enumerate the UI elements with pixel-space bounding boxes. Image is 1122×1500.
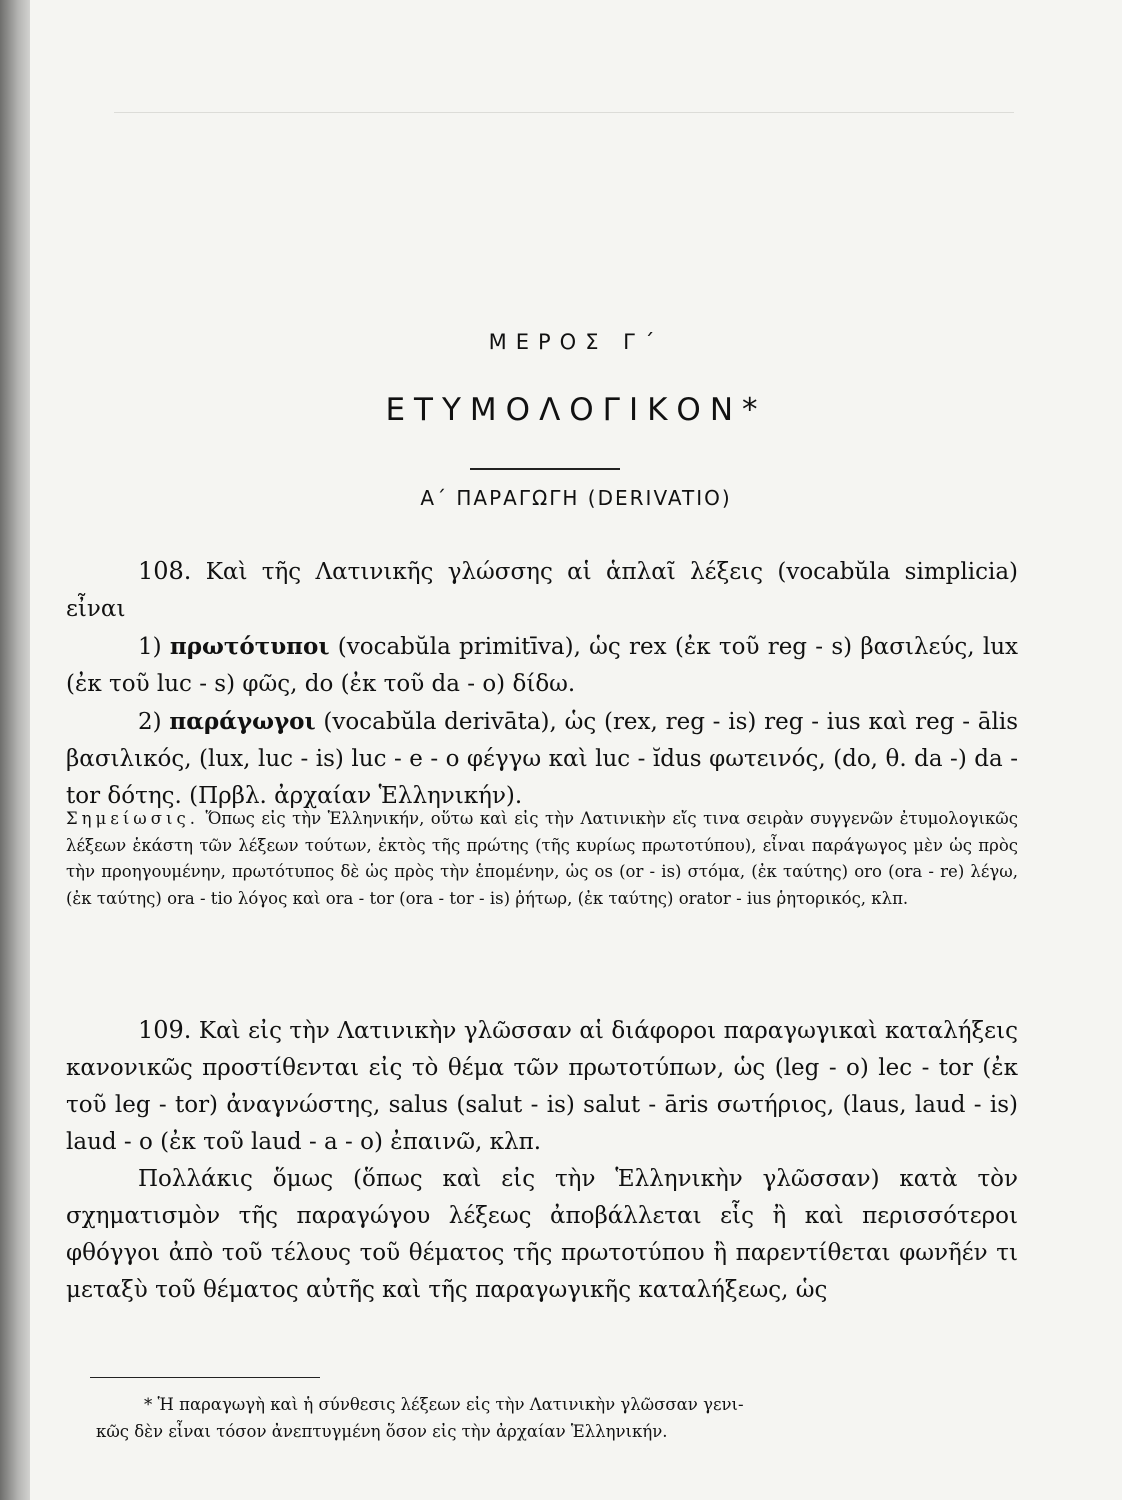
paragraph-109 xyxy=(66,1012,1018,1309)
title-rule xyxy=(470,468,620,470)
list-item-label: 2) xyxy=(138,709,162,735)
paragraph-text: Πολλάκις ὅμως (ὅπως καὶ εἰς τὴν Ἑλληνικὴν γλῶσσαν) κατὰ τὸν σχηματισμὸν τῆς παραγώγου λέξεως ἀποβάλλεται εἷς ἢ καὶ περισσότεροι φθόγγοι ἀπὸ τοῦ τέλους τοῦ θέματος τῆς πρωτοτύπου ἢ παρεντίθεται φωνῆέν τι μεταξὺ τοῦ θέματος αὐτῆς καὶ τῆς παραγωγικῆς καταλήξεως, ὡς xyxy=(66,1166,1018,1303)
paragraph-number: 108. xyxy=(138,557,192,585)
chapter-title: ΕΤΥΜΟΛΟΓΙΚΟΝ* xyxy=(385,392,767,428)
footnote-line: * Ἡ παραγωγὴ καὶ ἡ σύνθεσις λέξεων εἰς τὴν Λατινικὴν γλῶσσαν γενι- xyxy=(144,1395,744,1414)
note-text: Ὅπως εἰς τὴν Ἑλληνικήν, οὕτω καὶ εἰς τὴν Λατινικὴν εἴς τινα σειρὰν συγγενῶν ἐτυμολογικῶς λέξεων ἑκάστη τῶν λέξεων τούτων, ἐκτὸς τῆς πρώτης (τῆς κυρίως πρωτοτύπου), εἶναι παράγωγος μὲν ὡς πρὸς τὴν προηγουμένην, πρωτότυπος δὲ ὡς πρὸς τὴν ἑπομένην, ὡς os (or - is) στόμα, (ἐκ ταύτης) oro (ora - re) λέγω, (ἐκ ταύτης) ora - tio λόγος καὶ ora - tor (ora - tor - is) ῥήτωρ, (ἐκ ταύτης) orator - ius ῥητορικός, κλπ. xyxy=(66,809,1018,908)
note-label: Σημείωσις. xyxy=(66,809,199,828)
book-page xyxy=(30,0,1122,1500)
list-item-derivata xyxy=(66,703,1018,815)
list-item-label: 1) xyxy=(138,634,162,660)
list-item-text: (vocabŭla derivāta), ὡς (rex, reg - is) reg - ius καὶ reg - ālis βασιλικός, (lux, luc - is) luc - e - o φέγγω καὶ luc - ĭdus φωτεινός, (do, θ. da -) da - tor δότης. (Πρβλ. ἀρχαίαν Ἑλληνικήν). xyxy=(66,709,1018,809)
list-item-text: (vocabŭla primitīva), ὡς rex (ἐκ τοῦ reg - s) βασιλεύς, lux (ἐκ τοῦ luc - s) φῶς, do (ἐκ τοῦ da - o) δίδω. xyxy=(66,634,1019,697)
paragraph-text: Καὶ εἰς τὴν Λατινικὴν γλῶσσαν αἱ διάφοροι παραγωγικαὶ καταλήξεις κανονικῶς προστίθενται εἰς τὸ θέμα τῶν πρωτοτύπων, ὡς (leg - o) lec - tor (ἐκ τοῦ leg - tor) ἀναγνώστης, salus (salut - is) salut - āris σωτήριος, (laus, laud - is) laud - o (ἐκ τοῦ laud - a - o) ἐπαινῶ, κλπ. xyxy=(66,1018,1018,1155)
part-heading: ΜΕΡΟΣ Γ΄ xyxy=(488,330,664,354)
paragraph-109-first xyxy=(66,1012,1018,1161)
paragraph-109-second xyxy=(66,1161,1018,1309)
section-heading: Α΄ ΠΑΡΑΓΩΓΗ (DERIVATIO) xyxy=(420,486,732,510)
note-block xyxy=(66,806,1018,912)
paragraph-108-intro xyxy=(66,553,1018,628)
footnote-rule xyxy=(90,1377,320,1378)
book-binding-shadow xyxy=(0,0,30,1500)
list-item-primitiva xyxy=(66,628,1018,703)
term-bold: παράγωγοι xyxy=(169,708,316,735)
paragraph-108 xyxy=(66,553,1018,815)
footnote-line: κῶς δὲν εἶναι τόσον ἀνεπτυγμένη ὅσον εἰς τὴν ἀρχαίαν Ἑλληνικήν. xyxy=(96,1422,668,1441)
bleed-through-header-rule xyxy=(114,86,1014,113)
paragraph-text: Καὶ τῆς Λατινικῆς γλώσσης αἱ ἁπλαῖ λέξεις (vocabŭla simplicia) εἶναι xyxy=(66,559,1018,622)
term-bold: πρωτότυποι xyxy=(169,633,330,660)
footnote xyxy=(66,1391,1018,1445)
paragraph-number: 109. xyxy=(138,1016,192,1044)
